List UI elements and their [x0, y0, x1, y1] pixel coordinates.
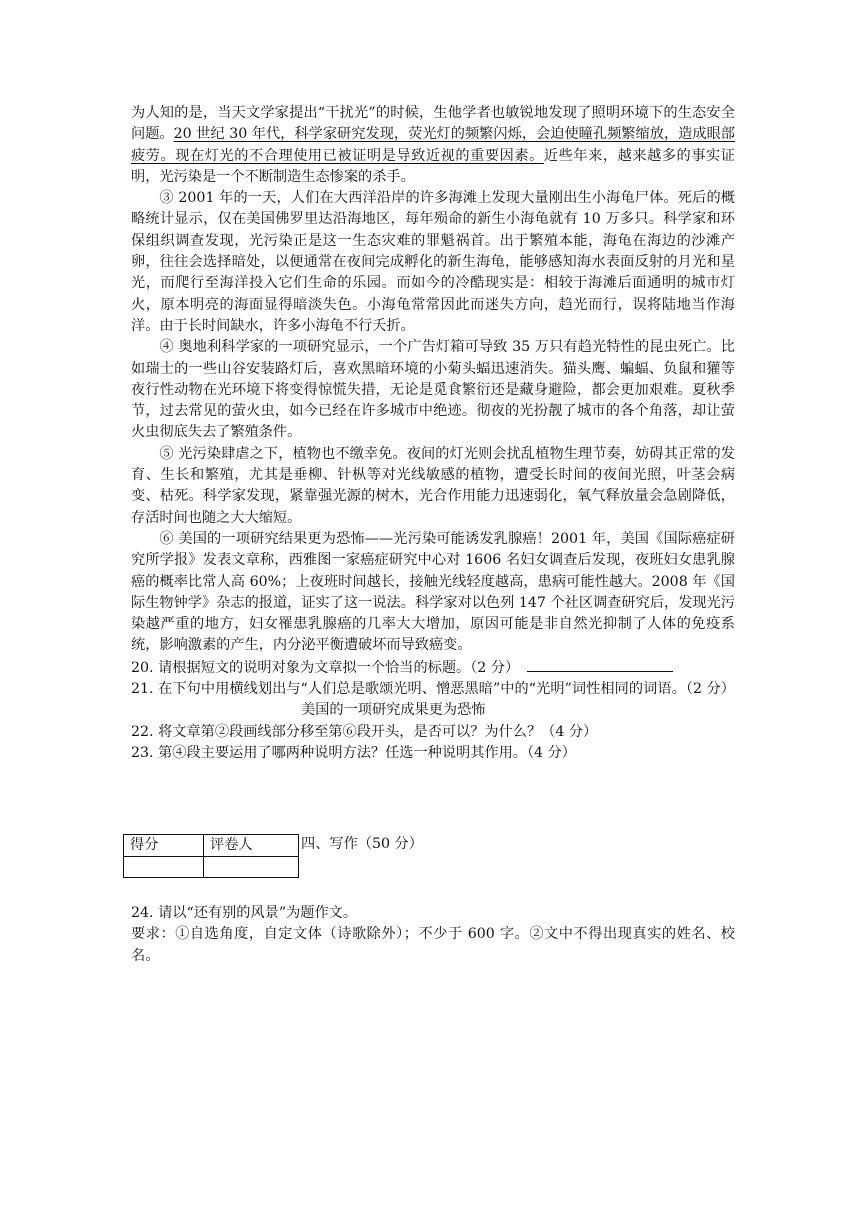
question-24: 24. 请以“还有别的风景”为题作文。 [131, 905, 358, 921]
question-23: 23. 第④段主要运用了哪两种说明方法？任选一种说明其作用。（4 分） [131, 744, 576, 761]
paragraph-4: ④ 奥地利科学家的一项研究显示，一个广告灯箱可导致 35 万只有趋光特性的昆虫死亡。比如瑞士的一些山谷安装路灯后，喜欢黑暗环境的小菊头蝠迅速消失。猫头鹰、蝙蝠、负鼠和獾等夜行性动物在光环境下将变得惊慌失措，无论是觅食繁衍还是藏身避险，都会更加艰难。夏秋季节，过去常见的萤火虫，如今已经在许多城市中绝迹。彻夜的光扮靓了城市的各个角落，却让萤火虫彻底失去了繁殖条件。 [131, 339, 735, 441]
paragraph-2-tail [131, 103, 735, 188]
paragraph-5: ⑤ 光污染肆虐之下，植物也不缴幸免。夜间的灯光则会扰乱植物生理节奏，妨碍其正常的发育、生长和繁殖，尤其是垂柳、针枞等对光线敏感的植物，遭受长时间的夜间光照，叶茎会病变、枯死。科学家发现，紧靠强光源的树木，光合作用能力迅速弱化，氧气释放量会急剧降低，存活时间也随之大大缩短。 [131, 445, 735, 526]
grader-label: 评卷人 [204, 835, 299, 857]
underlined-sentence: 20 世纪 30 年代，科学家研究发现，荧光灯的频繁闪烁，会迫使瞳孔频繁缩放，造成眼部疲劳。现在灯光的不合理使用已被证明是导致近视的重要因素。 [131, 126, 735, 164]
question-22: 22. 将文章第②段画线部分移至第⑥段开头，是否可以？为什么？（4 分） [131, 723, 598, 740]
reading-passage [131, 103, 735, 764]
question-21-sentence: 美国的一项研究成果更为恐怖 [301, 702, 486, 719]
answer-blank-20[interactable] [527, 657, 673, 672]
question-20-text: 20. 请根据短文的说明对象为文章拟一个恰当的标题。（2 分） [131, 659, 520, 676]
score-entry-cell[interactable] [124, 857, 204, 878]
paragraph-3: ③ 2001 年的一天，人们在大西洋沿岸的许多海滩上发现大量刚出生小海龟尸体。死后的概略统计显示，仅在美国佛罗里达沿海地区，每年殒命的新生小海龟就有 10 万多只。科学家和环保组织调查发现，光污染正是这一生态灾难的罪魁祸首。出于繁殖本能，海龟在海边的沙滩产卵，往往会选择暗处，以便通常在夜间完成孵化的新生海龟，能够感知海水表面反射的月光和星光，而爬行至海洋投入它们生命的乐园。而如今的冷酷现实是：相较于海滩后面通明的城市灯火，原本明亮的海面显得暗淡失色。小海龟常常因此而迷失方向，趋光而行，误将陆地当作海洋。由于长时间缺水，许多小海龟不行夭折。 [131, 190, 735, 334]
writing-requirements: 要求：①自选角度，自定文体（诗歌除外）；不少于 600 字。②文中不得出现真实的姓名、校名。 [131, 926, 735, 964]
writing-section [131, 903, 735, 967]
score-table [123, 834, 299, 878]
question-21 [131, 679, 735, 722]
question-21-text: 21. 在下句中用横线划出与“人们总是歌颂光明、憎恶黑暗”中的“光明”词性相同的词语。（2 分） [131, 681, 735, 698]
paragraph-2-text-end: 近些年来，越来越多的事实证明，光污染是一个不断制造生态惨案的杀手。 [131, 147, 735, 185]
grader-entry-cell[interactable] [204, 857, 299, 878]
score-table-header-row [124, 835, 299, 857]
section-4-title: 四、写作（50 分） [301, 836, 423, 852]
score-label: 得分 [124, 835, 204, 857]
score-table-entry-row [124, 857, 299, 878]
paragraph-2-text: 为人知的是，当天文学家提出“干扰光”的时候，生他学者也敏锐地发现了照明环境下的生态安全问题。 [131, 105, 735, 143]
paragraph-6: ⑥ 美国的一项研究结果更为恐怖——光污染可能诱发乳腺癌！2001 年，美国《国际癌症研究所学报》发表文章称，西雅图一家癌症研究中心对 1606 名妇女调查后发现，夜班妇女患乳腺癌的概率比常人高 60%；上夜班时间越长，接触光线轻度越高，患病可能性越大。2008 年《国际生物钟学》杂志的报道，证实了这一说法。科学家对以色列 147 个社区调查研究后，发现光污染越严重的地方，妇女罹患乳腺癌的几率大大增加，原因可能是非自然光抑制了人体的免疫系统，影响激素的产生，内分泌平衡遭破坏而导致癌变。 [131, 530, 735, 654]
question-20 [131, 657, 735, 679]
